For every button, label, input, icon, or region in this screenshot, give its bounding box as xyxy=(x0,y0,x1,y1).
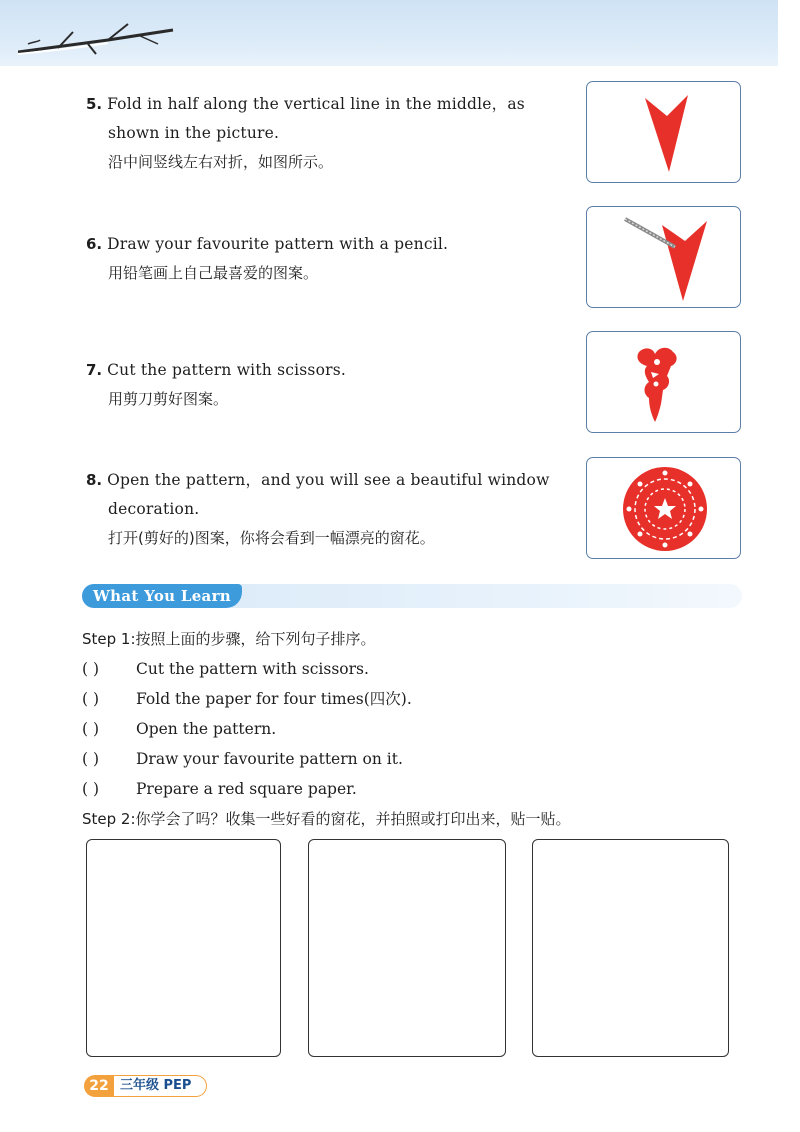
order-item-text: Draw your favourite pattern on it. xyxy=(136,750,403,768)
grade-label: 三年级 PEP xyxy=(114,1075,207,1097)
order-item xyxy=(82,684,571,714)
answer-blank[interactable]: ( ) xyxy=(82,690,100,708)
page-number: 22 xyxy=(84,1075,114,1097)
order-item xyxy=(82,714,571,744)
answer-blank[interactable]: ( ) xyxy=(82,750,100,768)
step-8 xyxy=(86,466,550,553)
step-number: 5. xyxy=(86,95,103,113)
branch-illustration xyxy=(18,18,178,68)
paste-box-2[interactable] xyxy=(308,839,506,1057)
order-item xyxy=(82,744,571,774)
section-heading: What You Learn xyxy=(82,584,242,608)
order-item xyxy=(82,774,571,804)
step-7-picture xyxy=(586,331,741,433)
order-item-text: Open the pattern. xyxy=(136,720,277,738)
pencil-drawing-image xyxy=(587,207,741,308)
folded-paper-image xyxy=(587,82,741,183)
window-decoration-image xyxy=(587,458,741,559)
order-item xyxy=(82,654,571,684)
step-5-picture xyxy=(586,81,741,183)
step-text-cn: 沿中间竖线左右对折，如图所示。 xyxy=(108,153,334,171)
paste-box-1[interactable] xyxy=(86,839,281,1057)
step-number: 8. xyxy=(86,471,103,489)
step-number: 7. xyxy=(86,361,103,379)
step-text-cn: 打开(剪好的)图案，你将会看到一幅漂亮的窗花。 xyxy=(108,529,435,547)
order-item-text: Fold the paper for four times(四次). xyxy=(136,690,412,708)
step-7 xyxy=(86,356,346,414)
step-text-cn: 用剪刀剪好图案。 xyxy=(108,390,229,408)
answer-blank[interactable]: ( ) xyxy=(82,660,100,678)
step1-instruction: Step 1:按照上面的步骤，给下列句子排序。 xyxy=(82,630,376,648)
step-8-picture xyxy=(586,457,741,559)
answer-blank[interactable]: ( ) xyxy=(82,780,100,798)
cut-pattern-image xyxy=(587,332,741,433)
step-text-en-cont: decoration. xyxy=(108,500,200,518)
step2-instruction: Step 2:你学会了吗？收集一些好看的窗花，并拍照或打印出来，贴一贴。 xyxy=(82,810,571,828)
learn-exercise xyxy=(82,624,571,834)
step-5 xyxy=(86,90,525,177)
step-text-en: Open the pattern，and you will see a beautiful window xyxy=(107,471,550,489)
step-6 xyxy=(86,230,448,288)
answer-blank[interactable]: ( ) xyxy=(82,720,100,738)
step-text-cn: 用铅笔画上自己最喜爱的图案。 xyxy=(108,264,319,282)
paste-box-3[interactable] xyxy=(532,839,729,1057)
order-item-text: Prepare a red square paper. xyxy=(136,780,357,798)
step-number: 6. xyxy=(86,235,103,253)
step-6-picture xyxy=(586,206,741,308)
step-text-en: Fold in half along the vertical line in the middle，as xyxy=(107,95,525,113)
step-text-en: Cut the pattern with scissors. xyxy=(107,361,346,379)
step-text-en-cont: shown in the picture. xyxy=(108,124,280,142)
step-text-en: Draw your favourite pattern with a pencil. xyxy=(107,235,449,253)
order-item-text: Cut the pattern with scissors. xyxy=(136,660,369,678)
